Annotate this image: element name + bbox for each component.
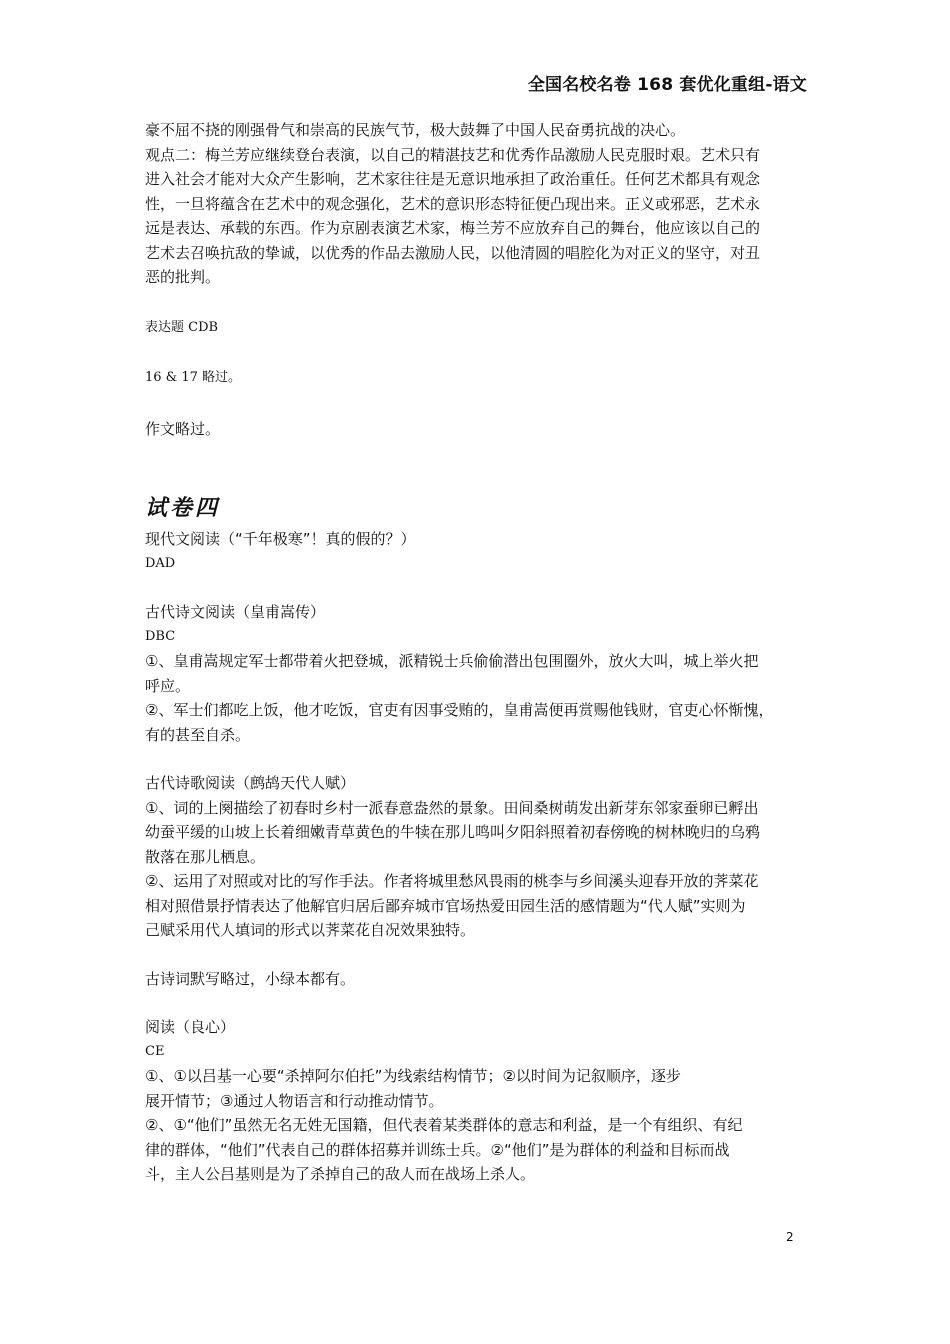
text-line: 幼蚕平缓的山坡上长着细嫩青草黄色的牛犊在那儿鸣叫夕阳斜照着初春傍晚的树林晚归的乌鸦 [145, 823, 761, 841]
text-line: 相对照借景抒情表达了他解官归居后鄙弃城市官场热爱田园生活的感情题为“代人赋”实则为 [145, 896, 746, 915]
section-title: 试卷四 [145, 495, 221, 521]
page-number: 2 [786, 1230, 794, 1244]
text-line: 斗，主人公吕基则是为了杀掉自己的敌人而在战场上杀人。 [145, 1165, 536, 1183]
modern-reading-answer: DAD [145, 555, 176, 571]
text-line: 呼应。 [145, 676, 191, 695]
text-line: 己赋采用代人填词的形式以荠菜花自况效果独特。 [145, 921, 476, 939]
skip-note: 16 & 17 略过。 [145, 370, 242, 385]
text-line: 观点二：梅兰芳应继续登台表演，以自己的精湛技艺和优秀作品激励人民克服时艰。艺术只有 [145, 145, 761, 164]
reading-answer: CE [145, 1043, 165, 1059]
text-line: 展开情节；③通过人物语言和行动推动情节。 [145, 1091, 444, 1110]
text-line: 艺术去召唤抗敌的挚诚，以优秀的作品去激励人民，以他清圆的唱腔化为对正义的坚守，对丑 [145, 243, 761, 262]
text-line: ②、运用了对照或对比的写作手法。作者将城里愁风畏雨的桃李与乡间溪头迎春开放的荠菜花 [145, 872, 759, 890]
reading-title: 阅读（良心） [145, 1018, 236, 1036]
ancient-prose-answer: DBC [145, 628, 176, 644]
text-line: 豪不屈不挠的刚强骨气和崇高的民族气节，极大鼓舞了中国人民奋勇抗战的决心。 [145, 121, 686, 139]
text-line: ①、①以吕基一心要“杀掉阿尔伯托”为线索结构情节；②以时间为记叙顺序，逐步 [145, 1067, 681, 1085]
ancient-prose-title: 古代诗文阅读（皇甫嵩传） [145, 603, 326, 621]
poem-reading-title: 古代诗歌阅读（鹧鸪天代人赋） [145, 774, 356, 792]
modern-reading-title: 现代文阅读（“千年极寒”！真的假的？） [145, 530, 416, 548]
text-line: ①、皇甫嵩规定军士都带着火把登城，派精锐士兵偷偷潜出包围圈外，放火大叫，城上举火把 [145, 652, 759, 670]
text-line: 有的甚至自杀。 [145, 725, 251, 744]
text-line: ①、词的上阕描绘了初春时乡村一派春意盎然的景象。田间桑树萌发出新芽东邻家蚕卵已孵出 [145, 798, 759, 817]
page-body [145, 118, 810, 1187]
text-line: ②、①“他们”虽然无名无姓无国籍，但代表着某类群体的意志和利益，是一个有组织、有纪 [145, 1116, 743, 1134]
text-line: 远是表达、承载的东西。作为京剧表演艺术家，梅兰芳不应放弃自己的舞台，他应该以自己的 [145, 219, 761, 237]
text-line: 散落在那儿栖息。 [145, 847, 266, 866]
text-line: 进入社会才能对大众产生影响，艺术家往往是无意识地承担了政治重任。任何艺术都具有观念 [145, 170, 761, 188]
text-line: 律的群体，“他们”代表自己的群体招募并训练士兵。②“他们”是为群体的利益和目标而战 [145, 1140, 730, 1159]
recite-note: 古诗词默写略过，小绿本都有。 [145, 969, 356, 988]
text-line: 恶的批判。 [145, 268, 221, 286]
text-line: ②、军士们都吃上饭，他才吃饭，官吏有因事受贿的，皇甫嵩便再赏赐他钱财，官吏心怀惭愧， [145, 701, 774, 719]
essay-note: 作文略过。 [145, 419, 221, 438]
expression-answer: 表达题 CDB [145, 319, 219, 335]
page-header-title: 全国名校名卷 168 套优化重组-语文 [527, 75, 807, 95]
text-line: 性，一旦将蕴含在艺术中的观念强化，艺术的意识形态特征便凸现出来。正义或邪恶，艺术永 [145, 194, 761, 213]
